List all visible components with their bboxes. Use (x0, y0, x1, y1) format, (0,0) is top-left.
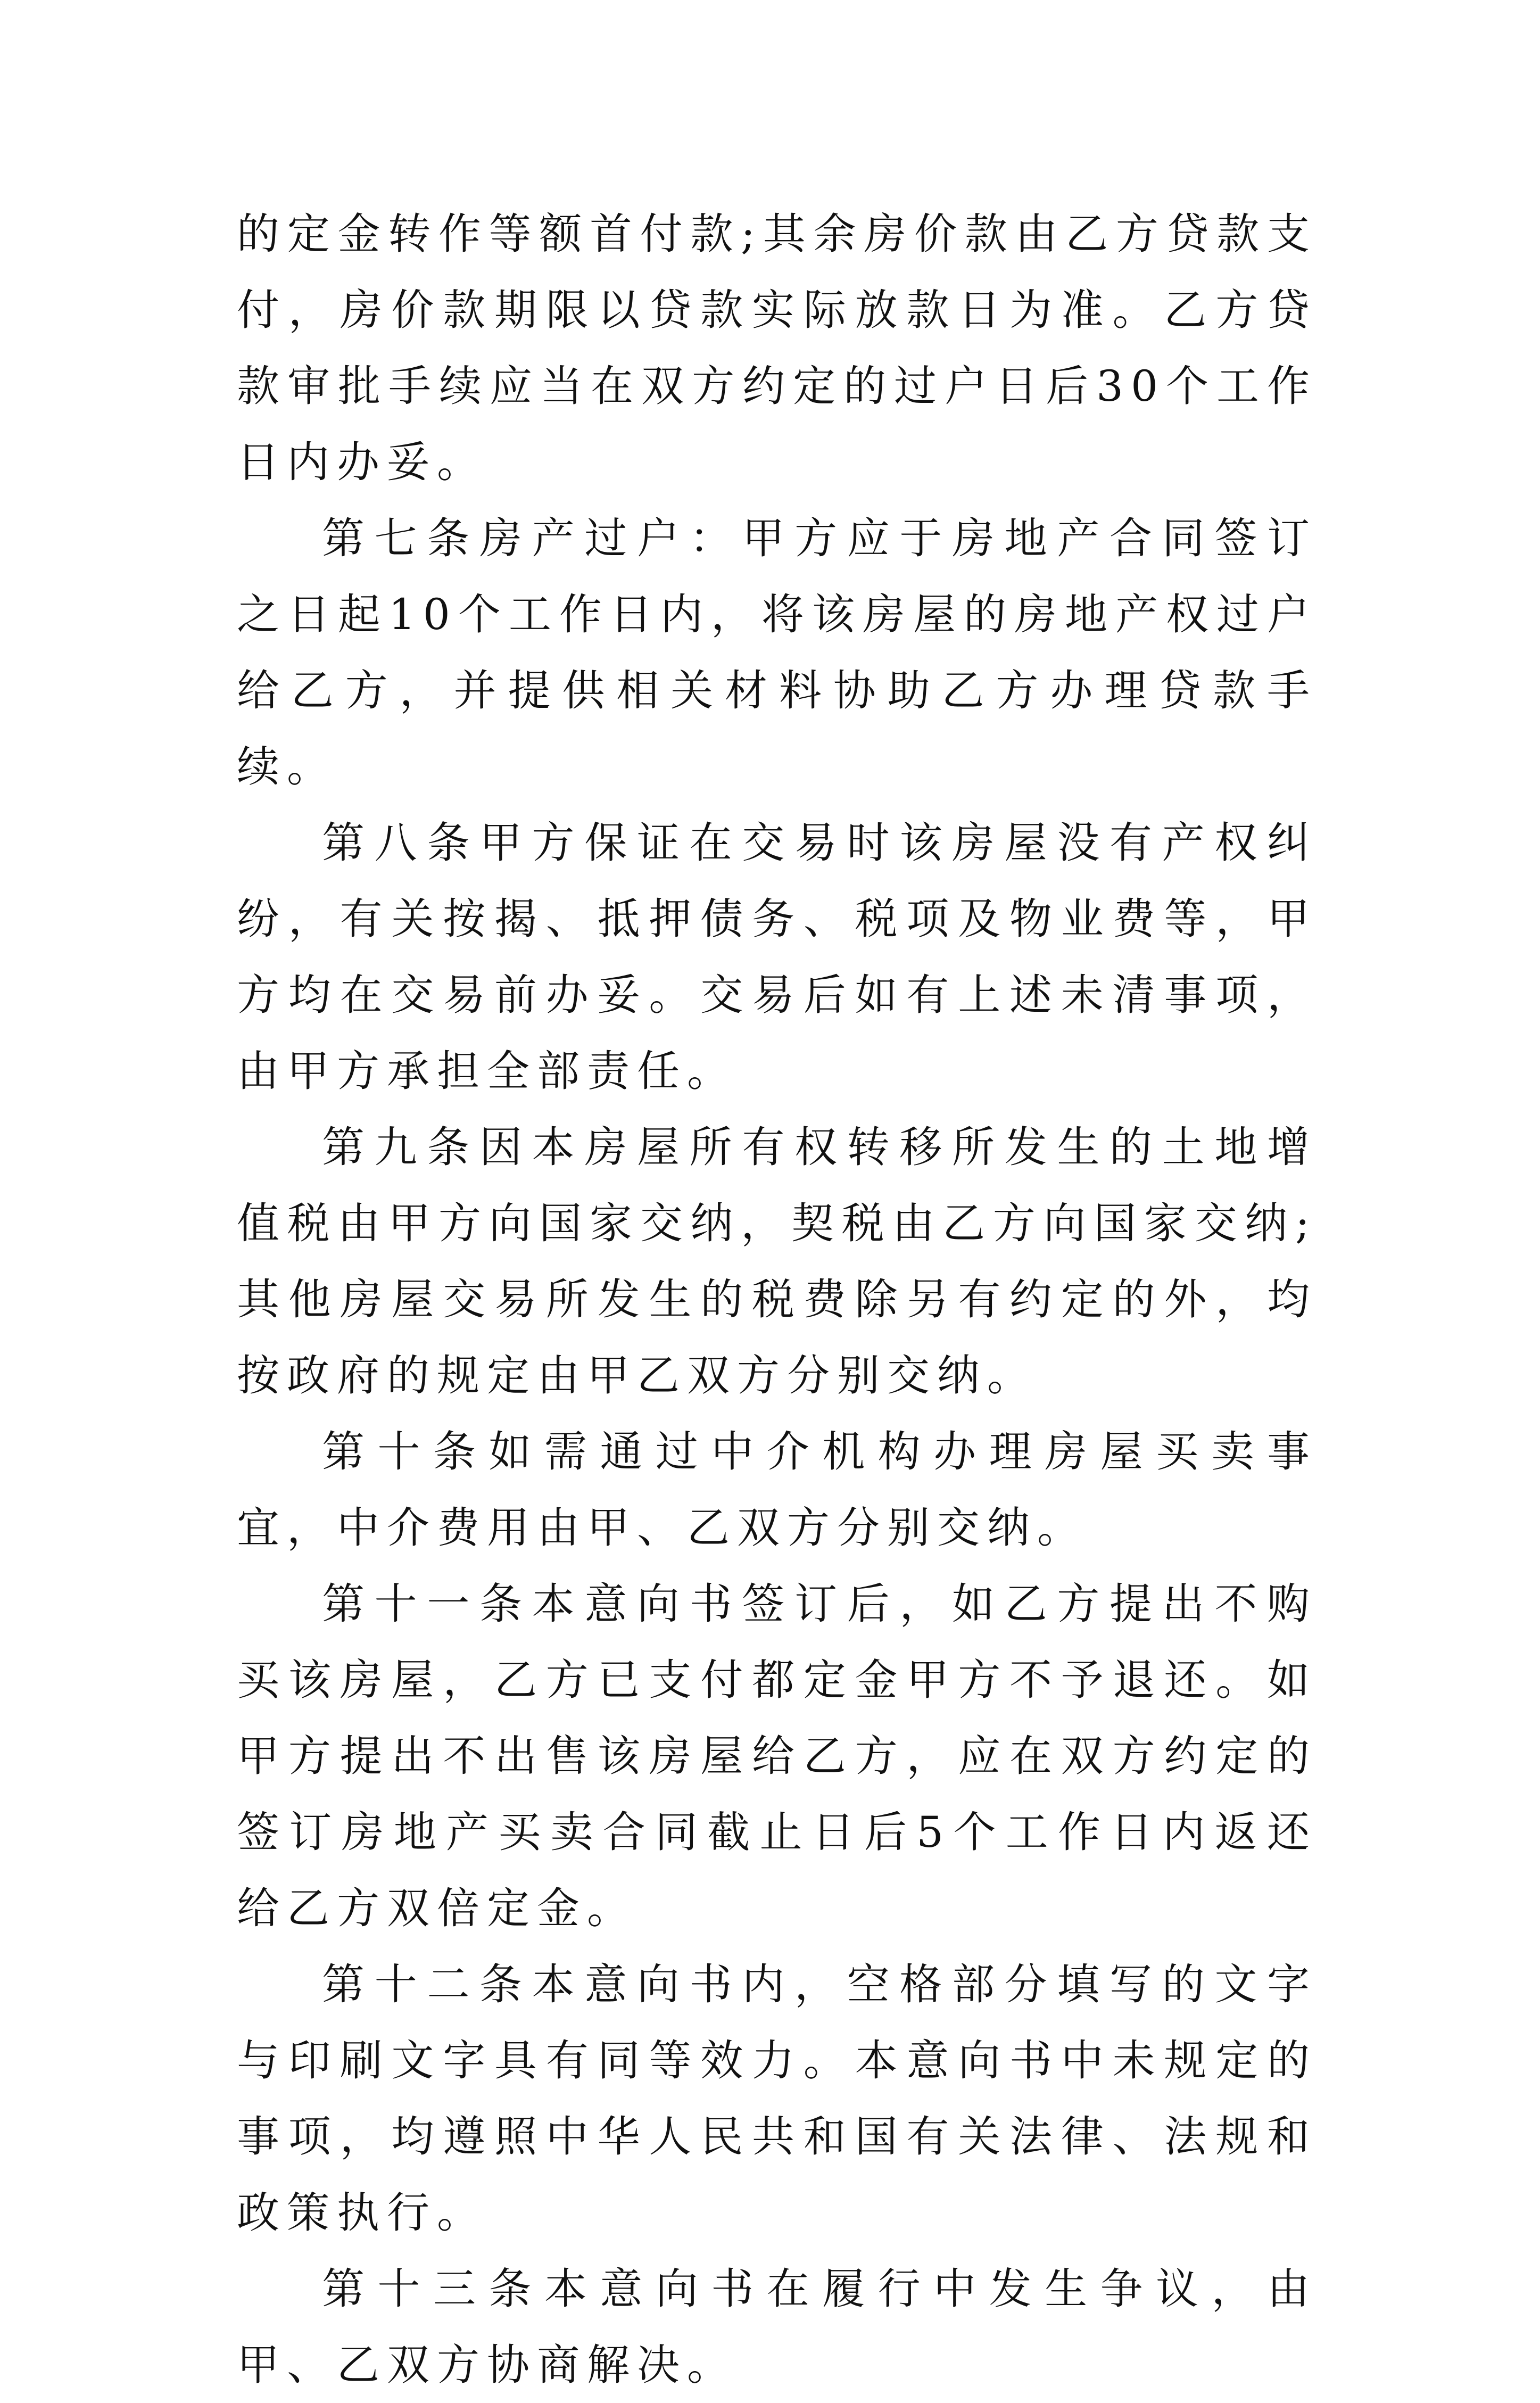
paragraph-article-12: 第十二条本意向书内，空格部分填写的文字与印刷文字具有同等效力。本意向书中未规定的事项，均遵照中华人民共和国有关法律、法规和政策执行。 (237, 1960, 1317, 2237)
paragraph-article-9: 第九条因本房屋所有权转移所发生的土地增值税由甲方向国家交纳，契税由乙方向国家交纳;其他房屋交易所发生的税费除另有约定的外，均按政府的规定由甲乙双方分别交纳。 (237, 1122, 1317, 1400)
paragraph-article-8: 第八条甲方保证在交易时该房屋没有产权纠纷，有关按揭、抵押债务、税项及物业费等，甲方均在交易前办妥。交易后如有上述未清事项，由甲方承担全部责任。 (237, 818, 1317, 1096)
paragraph-article-11: 第十一条本意向书签订后，如乙方提出不购买该房屋，乙方已支付都定金甲方不予退还。如甲方提出不出售该房屋给乙方，应在双方约定的签订房地产买卖合同截止日后5个工作日内返还给乙方双倍定金。 (237, 1579, 1317, 1933)
paragraph-continuation: 的定金转作等额首付款;其余房价款由乙方贷款支付，房价款期限以贷款实际放款日为准。乙方贷款审批手续应当在双方约定的过户日后30个工作日内办妥。 (237, 209, 1317, 487)
paragraph-article-7: 第七条房产过户：甲方应于房地产合同签订之日起10个工作日内，将该房屋的房地产权过户给乙方，并提供相关材料协助乙方办理贷款手续。 (237, 514, 1317, 791)
paragraph-article-10: 第十条如需通过中介机构办理房屋买卖事宜，中介费用由甲、乙双方分别交纳。 (237, 1427, 1317, 1553)
document-body (237, 196, 1317, 2403)
paragraph-article-13: 第十三条本意向书在履行中发生争议，由甲、乙双方协商解决。 (237, 2264, 1317, 2390)
